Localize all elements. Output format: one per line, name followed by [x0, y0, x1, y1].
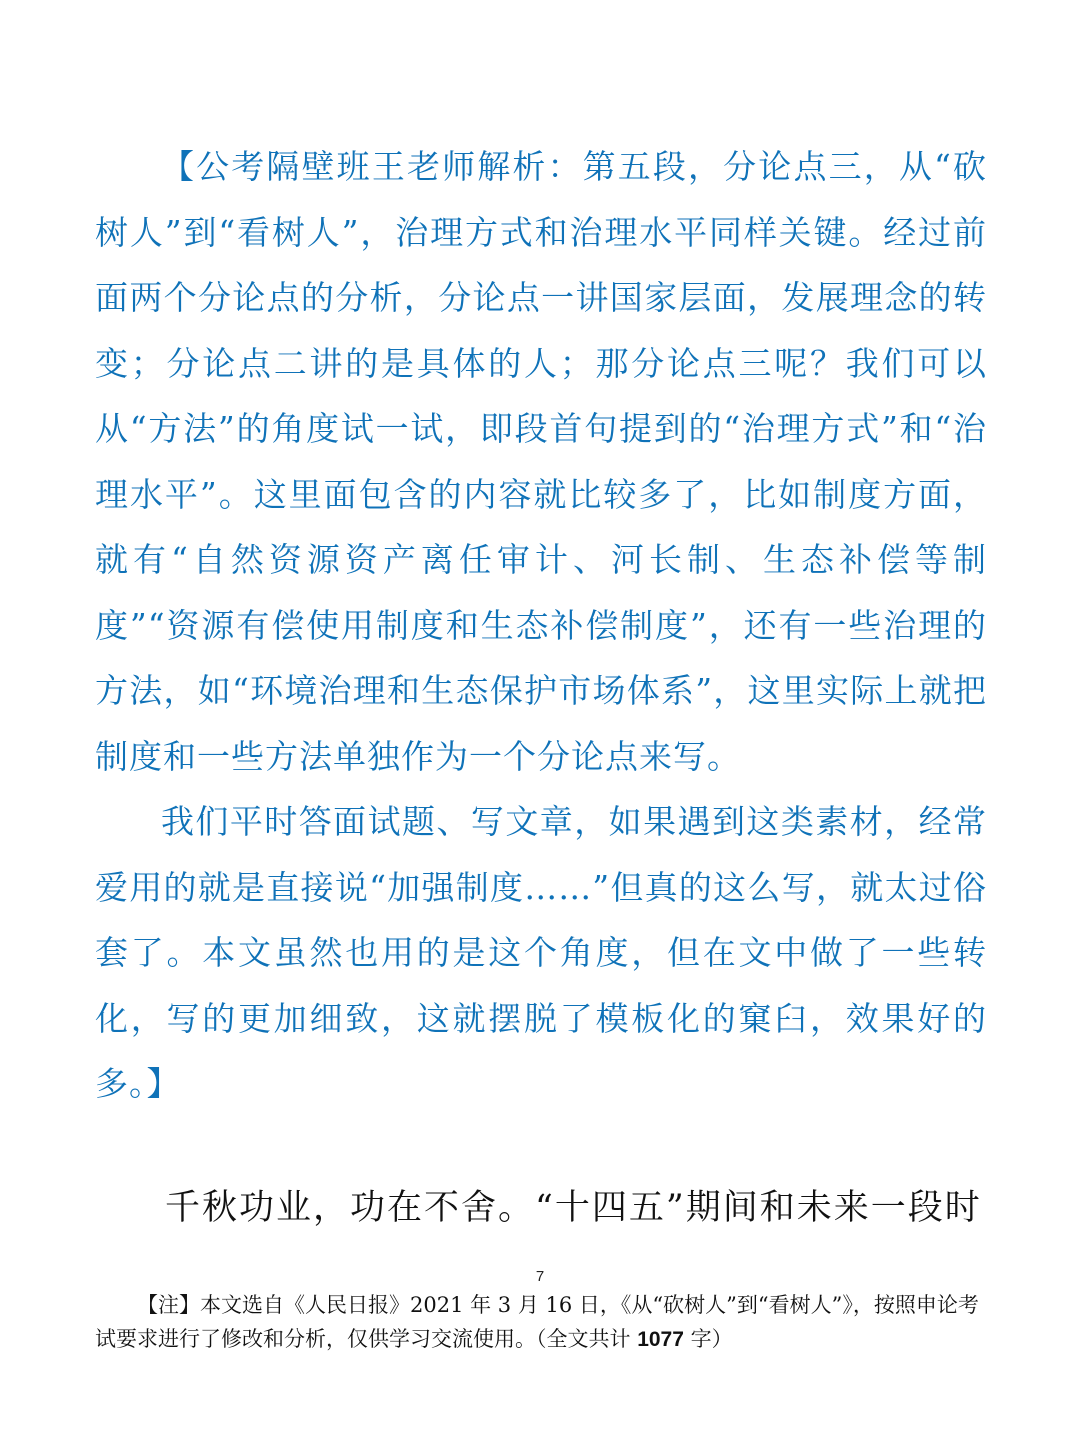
teacher-analysis-block: [95, 134, 987, 1117]
analysis-paragraph-1: 【公考隔壁班王老师解析：第五段，分论点三，从“砍树人”到“看树人”，治理方式和治理水平同样关键。经过前面两个分论点的分析，分论点一讲国家层面，发展理念的转变；分论点二讲的是具体的人；那分论点三呢？我们可以从“方法”的角度试一试，即段首句提到的“治理方式”和“治理水平”。这里面包含的内容就比较多了，比如制度方面，就有“自然资源资产离任审计、河长制、生态补偿等制度”“资源有偿使用制度和生态补偿制度”，还有一些治理的方法，如“环境治理和生态保护市场体系”，这里实际上就把制度和一些方法单独作为一个分论点来写。: [95, 147, 987, 776]
article-body-paragraph: 千秋功业，功在不舍。“十四五”期间和未来一段时: [165, 1188, 982, 1228]
analysis-paragraph-2: 我们平时答面试题、写文章，如果遇到这类素材，经常爱用的就是直接说“加强制度……”但真的这么写，就太过俗套了。本文虽然也用的是这个角度，但在文中做了一些转化，写的更加细致，这就摆脱了模板化的窠臼，效果好的多。】: [95, 802, 987, 1103]
page-number: 7: [535, 1268, 545, 1285]
source-footnote: [95, 1288, 995, 1357]
footnote-text: 【注】本文选自《人民日报》2021 年 3 月 16 日，《从“砍树人”到“看树人”》，按照申论考试要求进行了修改和分析，仅供学习交流使用。（全文共计: [95, 1293, 979, 1351]
footnote-word-count: 1077: [637, 1328, 684, 1351]
footnote-suffix: 字）: [683, 1327, 733, 1351]
